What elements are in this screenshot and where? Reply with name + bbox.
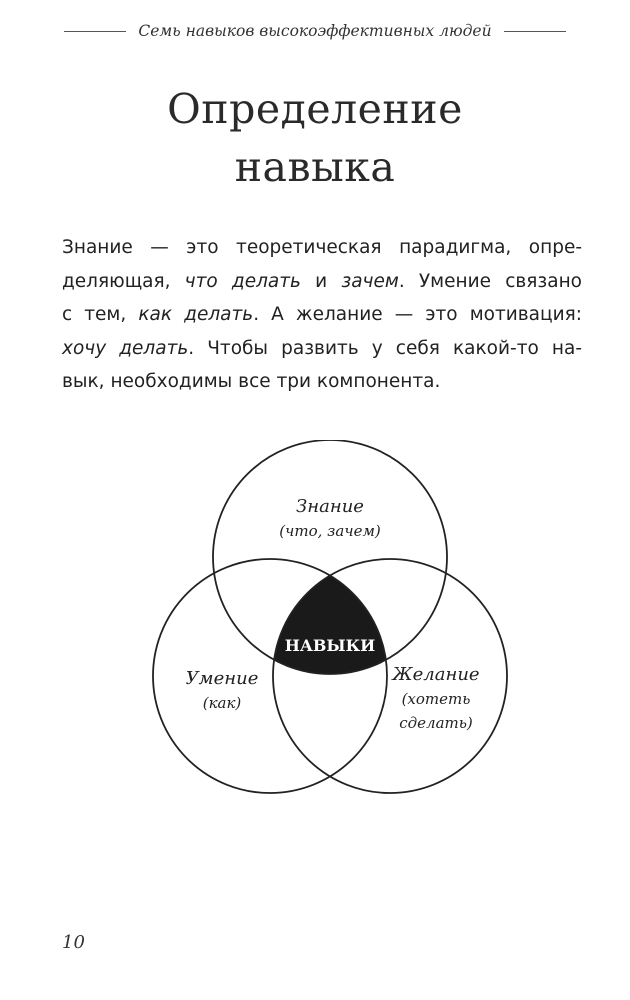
paragraph-line-3 — [62, 298, 582, 332]
paragraph-line-1: Знание — это теоретическая парадигма, опре- — [62, 237, 582, 258]
skills-label: НАВЫКИ — [284, 636, 376, 655]
emphasis-how-to-do: как делать — [138, 304, 254, 325]
emphasis-want-to-do: хочу делать — [62, 337, 189, 359]
paragraph-line-4 — [62, 332, 582, 366]
desire-note-line-2: сделать) — [399, 714, 473, 732]
ability-note: (как) — [202, 694, 242, 712]
knowledge-note: (что, зачем) — [279, 522, 381, 540]
header-rule-left — [64, 31, 126, 32]
ability-label: Умение — [185, 668, 259, 689]
paragraph-line-5: вык, необходимы все три компонента. — [62, 371, 441, 392]
header-rule-right — [504, 31, 566, 32]
paragraph-text: с тем, — [62, 304, 139, 325]
desire-note-line-1: (хотеть — [401, 690, 471, 708]
page-title-line-1: Определение — [167, 85, 463, 133]
running-header — [0, 22, 630, 40]
paragraph-text: . Умение связано — [398, 270, 582, 292]
paragraph-text: . Чтобы развить у себя какой-то на- — [188, 337, 582, 359]
emphasis-what-to-do: что делать — [184, 270, 301, 292]
paragraph-text: . А желание — это мотивация: — [253, 304, 582, 325]
page-title-line-2: навыка — [234, 143, 396, 191]
running-header-text: Семь навыков высокоэффективных людей — [138, 22, 492, 40]
paragraph-line-2 — [62, 265, 582, 299]
desire-label: Желание — [392, 664, 480, 685]
emphasis-why: зачем — [341, 270, 399, 292]
page-number: 10 — [62, 932, 85, 953]
knowledge-label: Знание — [296, 496, 364, 517]
venn-diagram — [140, 440, 520, 810]
paragraph-text: и — [300, 270, 342, 292]
page-title — [0, 80, 630, 196]
body-paragraph — [62, 231, 582, 399]
paragraph-text: деляющая, — [62, 270, 185, 292]
